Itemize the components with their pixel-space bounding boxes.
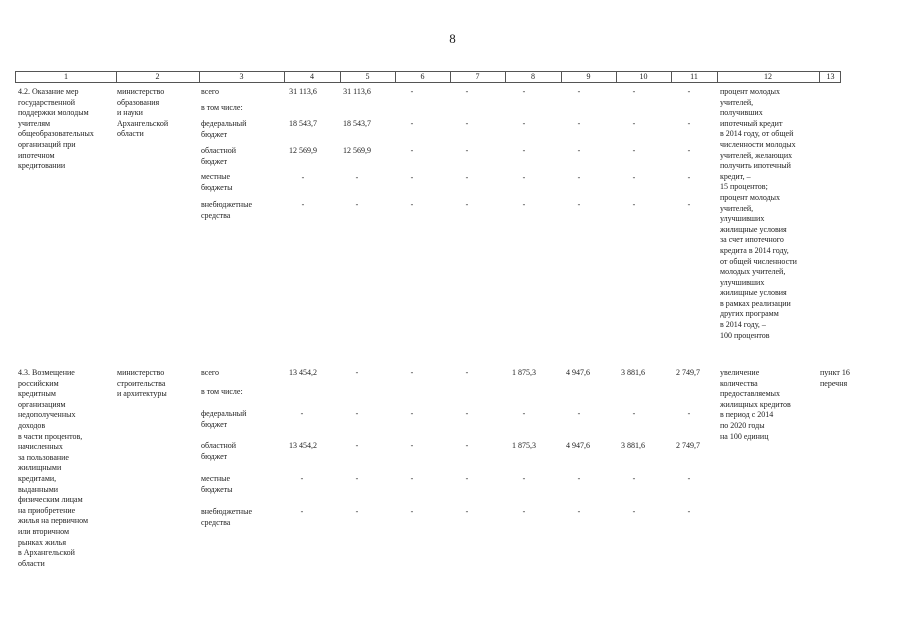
col-8-header: 8 <box>531 72 535 81</box>
cell: - <box>632 87 636 96</box>
cell: - <box>465 200 469 209</box>
cell: - <box>632 474 636 483</box>
cell: 12 569,9 <box>289 146 317 155</box>
cell: 4 947,6 <box>566 441 590 450</box>
cell: - <box>687 119 691 128</box>
col-4-header: 4 <box>310 72 314 81</box>
cell: 3 881,6 <box>621 441 645 450</box>
cell: - <box>522 507 526 516</box>
source-extrabudget: внебюджетные средства <box>201 507 252 527</box>
responsible-4-2: министерство образования и науки Архангельской области <box>117 87 169 139</box>
cell: - <box>465 368 469 377</box>
cell: - <box>632 173 636 182</box>
source-federal: федеральный бюджет <box>201 119 247 139</box>
source-regional: областной бюджет <box>201 146 237 166</box>
indicator-4-2: процент молодых учителей, получивших ипотечный кредит в 2014 году, от общей численности молодых учителей, желающих получить ипотечный кредит, – 15 процентов; процент молодых учителей, улучшивших жилищные условия за счет ипотечного кредита в 2014 году, от общей численности молодых учителей, улучшивших жилищные условия в рамках реализации других программ в 2014 году, – 100 процентов <box>720 87 797 340</box>
cell: - <box>465 474 469 483</box>
cell: - <box>577 173 581 182</box>
cell: - <box>687 173 691 182</box>
cell: - <box>410 146 414 155</box>
table-header <box>15 71 841 83</box>
cell: - <box>687 474 691 483</box>
col-10-header: 10 <box>639 72 648 81</box>
source-extrabudget: внебюджетные средства <box>201 200 252 220</box>
source-including: в том числе: <box>201 103 243 112</box>
cell: - <box>687 200 691 209</box>
responsible-4-3: министерство строительства и архитектуры <box>117 368 167 399</box>
cell: - <box>355 507 359 516</box>
cell: 12 569,9 <box>343 146 371 155</box>
cell: - <box>522 87 526 96</box>
cell: - <box>410 87 414 96</box>
cell: - <box>355 441 359 450</box>
cell: 31 113,6 <box>289 87 317 96</box>
cell: - <box>577 200 581 209</box>
source-regional: областной бюджет <box>201 441 237 461</box>
cell: - <box>577 507 581 516</box>
cell: 13 454,2 <box>289 441 317 450</box>
cell: - <box>687 507 691 516</box>
cell: 2 749,7 <box>676 368 700 377</box>
cell: - <box>355 173 359 182</box>
cell: - <box>687 87 691 96</box>
cell: - <box>410 200 414 209</box>
cell: - <box>355 368 359 377</box>
cell: - <box>301 173 305 182</box>
cell: - <box>522 200 526 209</box>
col-3-header: 3 <box>239 72 244 81</box>
col-5-header: 5 <box>365 72 370 81</box>
cell: - <box>577 119 581 128</box>
cell: - <box>300 409 304 418</box>
cell: - <box>687 146 691 155</box>
cell: - <box>300 474 304 483</box>
cell: - <box>465 173 469 182</box>
cell: - <box>522 474 526 483</box>
col-9-header: 9 <box>586 72 591 81</box>
cell: - <box>632 119 636 128</box>
cell: 18 543,7 <box>343 119 371 128</box>
col-11-header: 11 <box>690 72 698 81</box>
cell: - <box>410 409 414 418</box>
measure-4-2: 4.2. Оказание мер государственной поддержки молодым учителям общеобразовательных организаций при ипотечном кредитовании <box>18 87 94 171</box>
cell: - <box>522 409 526 418</box>
cell: - <box>632 146 636 155</box>
link-4-3: пункт 16 перечня <box>820 368 850 388</box>
cell: - <box>465 441 469 450</box>
cell: 18 543,7 <box>289 119 317 128</box>
cell: - <box>410 441 414 450</box>
cell: - <box>355 200 359 209</box>
cell: - <box>522 119 526 128</box>
cell: - <box>577 87 581 96</box>
cell: 1 875,3 <box>512 368 536 377</box>
cell: 3 881,6 <box>621 368 645 377</box>
col-6-header: 6 <box>420 72 425 81</box>
source-total: всего <box>201 368 220 377</box>
cell: - <box>355 409 359 418</box>
cell: - <box>522 146 526 155</box>
cell: - <box>465 507 469 516</box>
source-local: местные бюджеты <box>201 474 233 494</box>
cell: - <box>410 474 414 483</box>
cell: - <box>522 173 526 182</box>
col-13-header: 13 <box>826 72 835 81</box>
source-including: в том числе: <box>201 387 243 396</box>
cell: - <box>687 409 691 418</box>
source-federal: федеральный бюджет <box>201 409 247 429</box>
indicator-4-3: увеличение количества предоставляемых жилищных кредитов в период с 2014 по 2020 годы на 100 единиц <box>720 368 791 441</box>
cell: 2 749,7 <box>676 441 700 450</box>
cell: - <box>465 146 469 155</box>
page-number: 8 <box>449 31 456 46</box>
cell: 4 947,6 <box>566 368 590 377</box>
cell: - <box>410 119 414 128</box>
cell: - <box>300 507 304 516</box>
cell: - <box>355 474 359 483</box>
measure-4-3: 4.3. Возмещение российским кредитным организациям недополученных доходов в части процентов, начисленных за пользование жилищными кредитами, выданными физическим лицам на приобретение жилья на первичном или вторичном рынках жилья в Архангельской области <box>18 368 89 568</box>
cell: - <box>465 409 469 418</box>
cell: - <box>410 507 414 516</box>
cell: 13 454,2 <box>289 368 317 377</box>
cell: - <box>410 368 414 377</box>
cell: 31 113,6 <box>343 87 371 96</box>
cell: - <box>632 507 636 516</box>
cell: - <box>632 409 636 418</box>
source-local: местные бюджеты <box>201 172 233 192</box>
cell: - <box>410 173 414 182</box>
col-2-header: 2 <box>155 72 160 81</box>
cell: 1 875,3 <box>512 441 536 450</box>
col-7-header: 7 <box>475 72 480 81</box>
cell: - <box>301 200 305 209</box>
cell: - <box>632 200 636 209</box>
cell: - <box>465 119 469 128</box>
cell: - <box>577 146 581 155</box>
cell: - <box>577 409 581 418</box>
cell: - <box>465 87 469 96</box>
col-1-header: 1 <box>64 72 68 81</box>
col-12-header: 12 <box>764 72 772 81</box>
cell: - <box>577 474 581 483</box>
source-total: всего <box>201 87 220 96</box>
